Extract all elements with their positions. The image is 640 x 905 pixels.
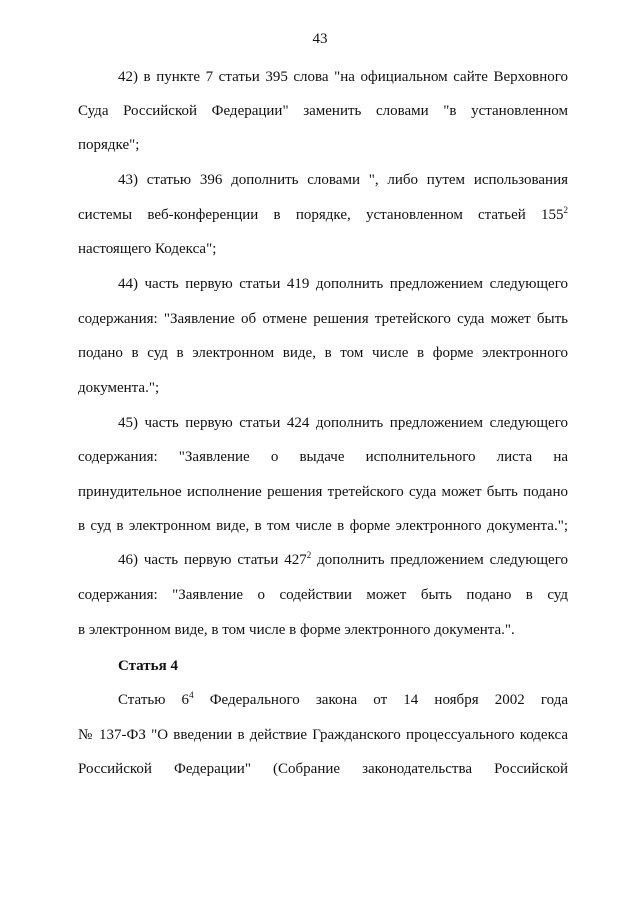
text-fragment: системы веб-конференции в порядке, установленном статьей 155 [78, 207, 564, 223]
text-line: Суда Российской Федерации" заменить словами "в установленном [78, 103, 568, 119]
text-line: Российской Федерации" (Собрание законодательства Российской [78, 761, 568, 777]
text-line: порядке"; [78, 137, 140, 153]
text-line: подано в суд в электронном виде, в том числе в форме электронного [78, 345, 568, 361]
text-line: содержания: "Заявление о содействии может быть подано в суд [78, 587, 568, 603]
text-fragment: Федерального закона от 14 ноября 2002 года [193, 692, 569, 708]
text-fragment: Статью 6 [118, 692, 190, 708]
text-line: 43) статью 396 дополнить словами ", либо путем использования [118, 172, 568, 188]
text-line [78, 206, 568, 224]
article-heading: Статья 4 [118, 658, 178, 674]
text-line: 44) часть первую статьи 419 дополнить предложением следующего [118, 276, 568, 292]
text-line: принудительное исполнение решения третейского суда может быть подано [78, 484, 568, 500]
superscript: 2 [306, 550, 312, 560]
text-line: в электронном виде, в том числе в форме электронного документа.". [78, 622, 515, 638]
page-number: 43 [312, 31, 328, 47]
text-line: содержания: "Заявление об отмене решения третейского суда может быть [78, 311, 568, 327]
text-fragment: дополнить предложением следующего [311, 552, 568, 568]
text-line: содержания: "Заявление о выдаче исполнительного листа на [78, 449, 568, 465]
text-line: № 137-ФЗ "О введении в действие Гражданского процессуального кодекса [78, 727, 568, 743]
text-line: в суд в электронном виде, в том числе в форме электронного документа."; [78, 518, 568, 534]
text-fragment: 46) часть первую статьи 427 [118, 552, 307, 568]
superscript: 2 [563, 205, 568, 215]
text-line: 45) часть первую статьи 424 дополнить предложением следующего [118, 415, 568, 431]
text-line: документа."; [78, 380, 160, 396]
text-line: настоящего Кодекса"; [78, 241, 217, 257]
superscript: 4 [189, 690, 194, 700]
text-line [118, 691, 568, 709]
text-line: 42) в пункте 7 статьи 395 слова "на официальном сайте Верховного [118, 69, 568, 85]
text-line [118, 551, 568, 569]
